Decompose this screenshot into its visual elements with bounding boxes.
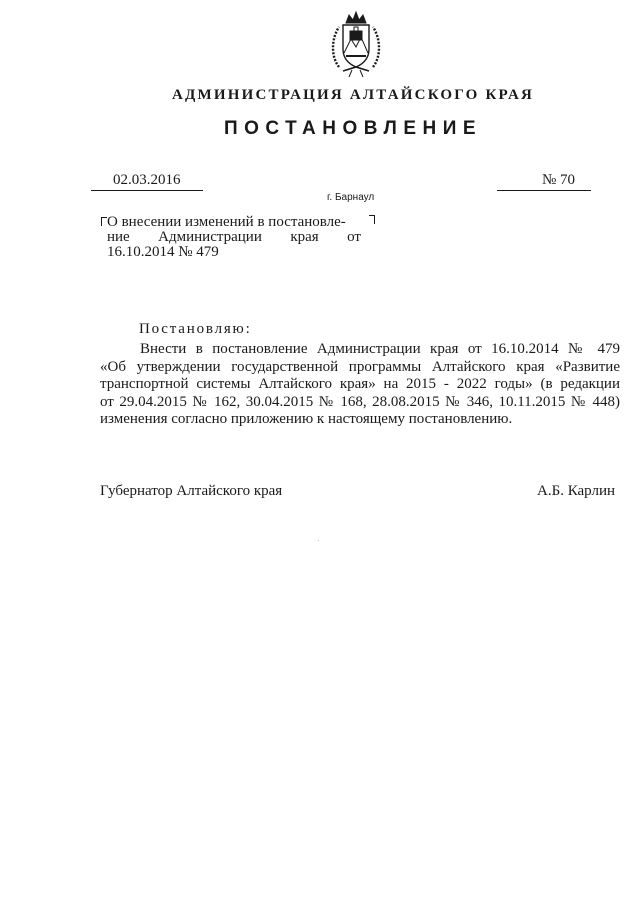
signer-name: А.Б. Карлин (537, 483, 616, 499)
resolution-body (100, 341, 620, 429)
body-line: от 29.04.2015 № 162, 30.04.2015 № 168, 28.08.2015 № 346, 10.11.2015 № 448) (100, 393, 620, 410)
document-type-title: ПОСТАНОВЛЕНИЕ (223, 118, 483, 139)
signer-title: Губернатор Алтайского края (100, 483, 283, 499)
organization-name: АДМИНИСТРАЦИЯ АЛТАЙСКОГО КРАЯ (171, 87, 535, 103)
issue-city: г. Барнаул (327, 192, 375, 203)
subject-word: ние (107, 229, 130, 245)
body-line: транспортной системы Алтайского края» на 2015 - 2022 годы» (в редакции (100, 376, 620, 392)
subject-right-bracket (369, 215, 375, 224)
body-line: изменения согласно приложению к настоящему постановлению. (100, 411, 513, 427)
subject-word: края (290, 229, 319, 245)
subject-word: Администрации (158, 229, 262, 245)
subject-line-2 (107, 230, 361, 245)
resolve-word: Постановляю: (139, 321, 252, 337)
document-number: № 70 (542, 172, 576, 188)
altai-krai-coat-of-arms-icon (329, 9, 383, 79)
scan-speck (318, 540, 319, 541)
document-date: 02.03.2016 (113, 172, 181, 188)
subject-line-1: О внесении изменений в постановле- (107, 214, 346, 230)
body-line: «Об утверждении государственной программы Алтайского края «Развитие (100, 358, 620, 375)
body-line: Внести в постановление Администрации края от 16.10.2014 № 479 (140, 341, 620, 357)
subject-line-3: 16.10.2014 № 479 (107, 244, 219, 260)
subject-word: от (347, 229, 361, 245)
document-subject (107, 215, 363, 260)
